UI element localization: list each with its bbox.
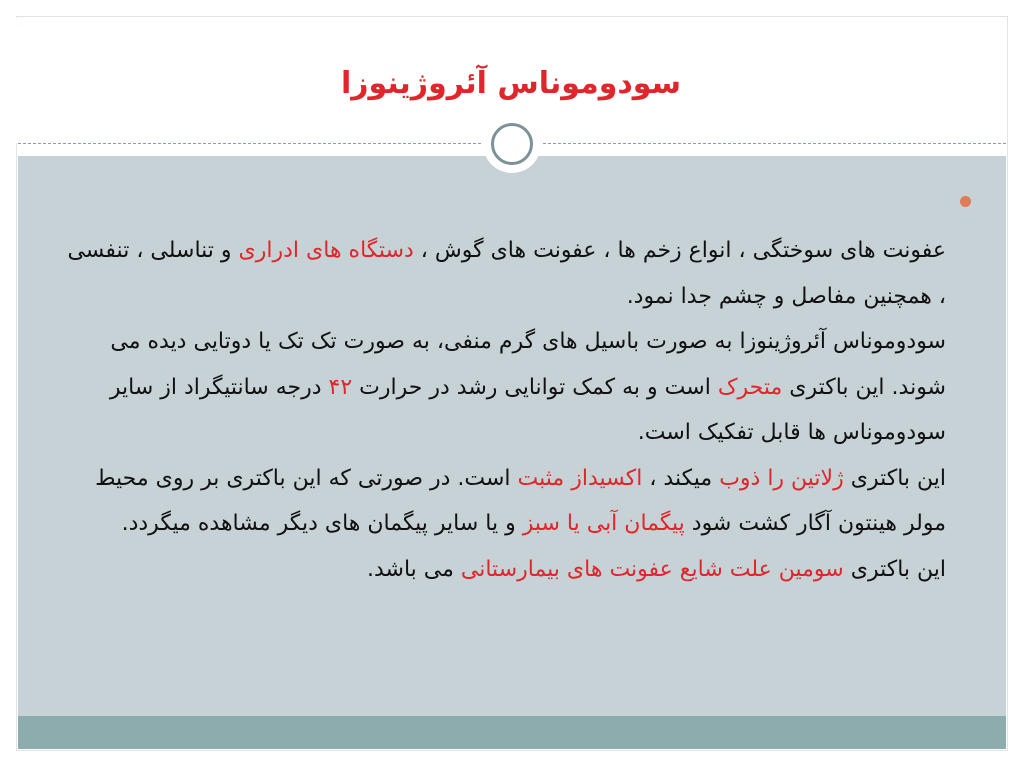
highlight-nosocomial: سومین علت شایع عفونت های بیمارستانی: [460, 556, 844, 582]
text-segment: سودوموناس آئروژینوزا به صورت باسیل های گرم منفی، به صورت تک تک یا دوتایی دیده می شوند. این باکتری: [110, 329, 946, 400]
highlight-urinary-tract: دستگاه های ادراری: [238, 238, 414, 263]
text-segment: است و به کمک توانایی رشد در حرارت: [352, 374, 718, 400]
highlight-pigment: پیگمان آبی یا سبز: [522, 511, 685, 536]
text-segment: و تناسلی ، تنفسی ، همچنین مفاصل و چشم جدا نمود.: [67, 238, 946, 309]
paragraph-infections: [60, 228, 946, 319]
highlight-gelatin: ژلاتین را ذوب: [719, 465, 844, 491]
text-segment: عفونت های سوختگی ، انواع زخم ها ، عفونت های گوش ،: [413, 238, 946, 263]
highlight-oxidase: اکسیداز مثبت: [517, 465, 643, 491]
text-segment: می باشد.: [366, 556, 461, 582]
text-segment: درجه سانتیگراد از سایر سودوموناس ها قابل تفکیک است.: [109, 374, 946, 445]
body-text: [60, 228, 946, 592]
paragraph-biochemistry: [60, 456, 946, 547]
highlight-motile: متحرک: [717, 374, 783, 400]
slide-title: سودوموناس آئروژینوزا: [340, 66, 682, 101]
paragraph-nosocomial: [60, 547, 946, 593]
text-segment: این باکتری: [843, 556, 946, 582]
paragraph-morphology: [60, 319, 946, 456]
badge-inner-ring: [491, 123, 533, 165]
highlight-temperature: ۴۲: [328, 374, 353, 400]
text-segment: است. در صورتی که این باکتری بر روی محیط مولر هینتون آگار کشت شود: [95, 465, 946, 536]
footer-band: [18, 716, 1006, 749]
text-segment: و یا سایر پیگمان های دیگر مشاهده میگردد.: [121, 511, 523, 536]
bullet-dot-icon: [960, 196, 971, 207]
circle-ring-icon: [483, 115, 541, 173]
text-segment: میکند ،: [642, 465, 720, 491]
text-segment: این باکتری: [843, 465, 946, 491]
